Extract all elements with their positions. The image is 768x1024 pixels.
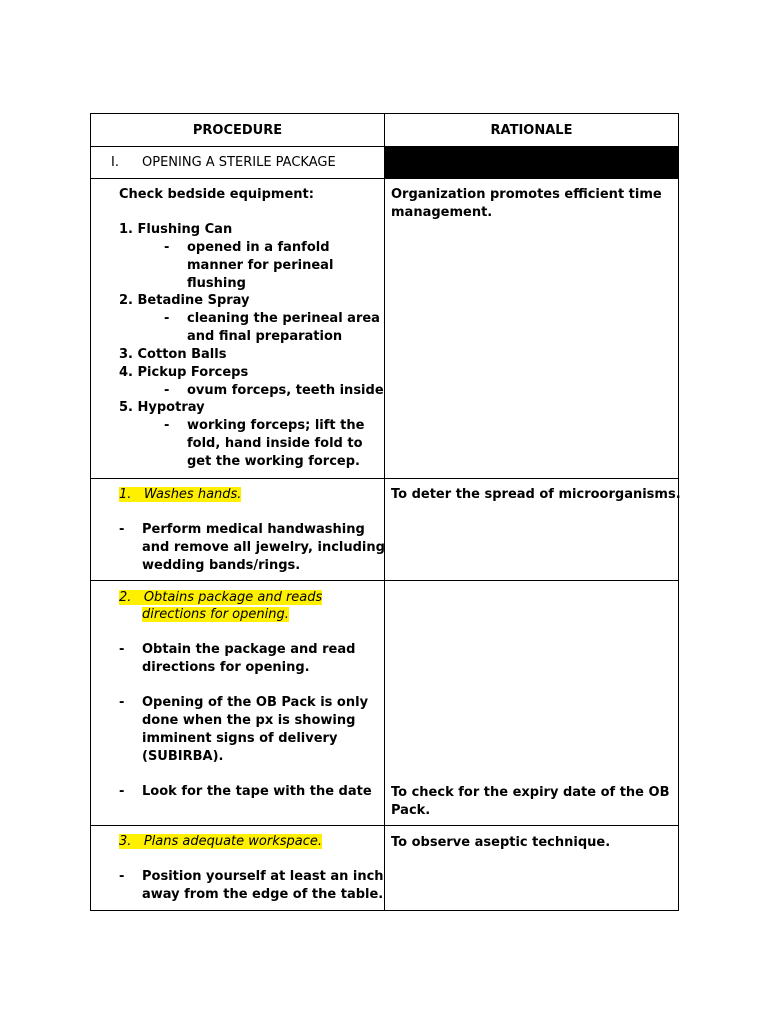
equipment-item-1-sub: opened in a fanfold bbox=[187, 240, 330, 255]
step-2-bullet: done when the px is showing bbox=[142, 713, 356, 728]
step-3-title bbox=[119, 833, 322, 850]
equipment-item-4-sub: ovum forceps, teeth inside bbox=[187, 383, 384, 398]
rationale-text: Organization promotes efficient time bbox=[391, 187, 662, 202]
step-1-procedure-cell bbox=[91, 479, 385, 580]
equipment-item-4: 4. Pickup Forceps bbox=[119, 365, 249, 380]
equipment-item-5-sub: working forceps; lift the bbox=[187, 418, 365, 433]
header-row bbox=[91, 114, 678, 147]
dash: - bbox=[119, 869, 125, 884]
step-2-title-text: directions for opening. bbox=[142, 607, 289, 622]
step-2-bullet: Opening of the OB Pack is only bbox=[142, 695, 369, 710]
equipment-intro: Check bedside equipment: bbox=[119, 187, 314, 202]
step-1-bullet: and remove all jewelry, including bbox=[142, 540, 385, 555]
rationale-text: Pack. bbox=[391, 803, 431, 818]
dash: - bbox=[164, 311, 170, 326]
rationale-text: To observe aseptic technique. bbox=[391, 835, 611, 850]
dash: - bbox=[164, 418, 170, 433]
equipment-item-2: 2. Betadine Spray bbox=[119, 293, 250, 308]
step-1-bullet: wedding bands/rings. bbox=[142, 558, 301, 573]
section-row bbox=[91, 147, 678, 179]
equipment-item-2-sub: cleaning the perineal area bbox=[187, 311, 380, 326]
step-3-row bbox=[91, 826, 678, 910]
dash: - bbox=[119, 695, 125, 710]
step-1-title bbox=[119, 486, 241, 503]
procedure-header: PROCEDURE bbox=[91, 114, 385, 146]
step-2-bullet: imminent signs of delivery bbox=[142, 731, 338, 746]
step-3-number: 3. bbox=[119, 834, 132, 849]
step-2-bullet: Look for the tape with the date bbox=[142, 784, 372, 799]
section-number: I. bbox=[111, 155, 119, 170]
dash: - bbox=[119, 642, 125, 657]
step-3-title-text: Plans adequate workspace. bbox=[143, 834, 323, 849]
equipment-item-5-sub: fold, hand inside fold to bbox=[187, 436, 363, 451]
step-1-bullet: Perform medical handwashing bbox=[142, 522, 365, 537]
step-2-title-line-1 bbox=[119, 589, 322, 606]
step-1-title-text: Washes hands. bbox=[143, 487, 242, 502]
procedure-table bbox=[90, 113, 679, 911]
step-1-row bbox=[91, 479, 681, 581]
section-title: OPENING A STERILE PACKAGE bbox=[142, 155, 336, 170]
step-3-bullet: away from the edge of the table. bbox=[142, 887, 384, 902]
equipment-item-1-sub: flushing bbox=[187, 276, 246, 291]
dash: - bbox=[119, 784, 125, 799]
step-3-bullet: Position yourself at least an inch bbox=[142, 869, 384, 884]
step-2-bullet: Obtain the package and read bbox=[142, 642, 356, 657]
rationale-text: To check for the expiry date of the OB bbox=[391, 785, 670, 800]
dash: - bbox=[164, 240, 170, 255]
step-2-number: 2. bbox=[119, 590, 132, 605]
equipment-item-2-sub: and final preparation bbox=[187, 329, 343, 344]
step-1-number: 1. bbox=[119, 487, 132, 502]
section-title-cell bbox=[91, 147, 385, 178]
rationale-text: management. bbox=[391, 205, 493, 220]
step-3-procedure-cell bbox=[91, 826, 385, 910]
step-3-rationale-cell bbox=[385, 826, 678, 910]
dash: - bbox=[119, 522, 125, 537]
section-rationale-blackout bbox=[385, 147, 678, 178]
equipment-item-1-sub: manner for perineal bbox=[187, 258, 334, 273]
equipment-item-5-sub: get the working forcep. bbox=[187, 454, 360, 469]
rationale-text: To deter the spread of microorganisms. bbox=[391, 487, 681, 502]
step-2-procedure-cell bbox=[91, 581, 385, 825]
equipment-item-5: 5. Hypotray bbox=[119, 400, 205, 415]
equipment-row bbox=[91, 179, 678, 479]
step-2-title-line-2 bbox=[142, 606, 289, 623]
equipment-item-3: 3. Cotton Balls bbox=[119, 347, 227, 362]
step-2-bullet: directions for opening. bbox=[142, 660, 310, 675]
rationale-header: RATIONALE bbox=[490, 123, 573, 138]
step-2-title-text: Obtains package and reads bbox=[143, 590, 323, 605]
equipment-item-1: 1. Flushing Can bbox=[119, 222, 233, 237]
step-1-rationale-cell bbox=[385, 479, 681, 580]
equipment-procedure-cell bbox=[91, 179, 385, 478]
equipment-rationale-cell bbox=[385, 179, 678, 478]
step-2-bullet: (SUBIRBA). bbox=[142, 749, 224, 764]
dash: - bbox=[164, 383, 170, 398]
step-2-row bbox=[91, 581, 678, 826]
step-2-rationale-cell bbox=[385, 581, 678, 825]
